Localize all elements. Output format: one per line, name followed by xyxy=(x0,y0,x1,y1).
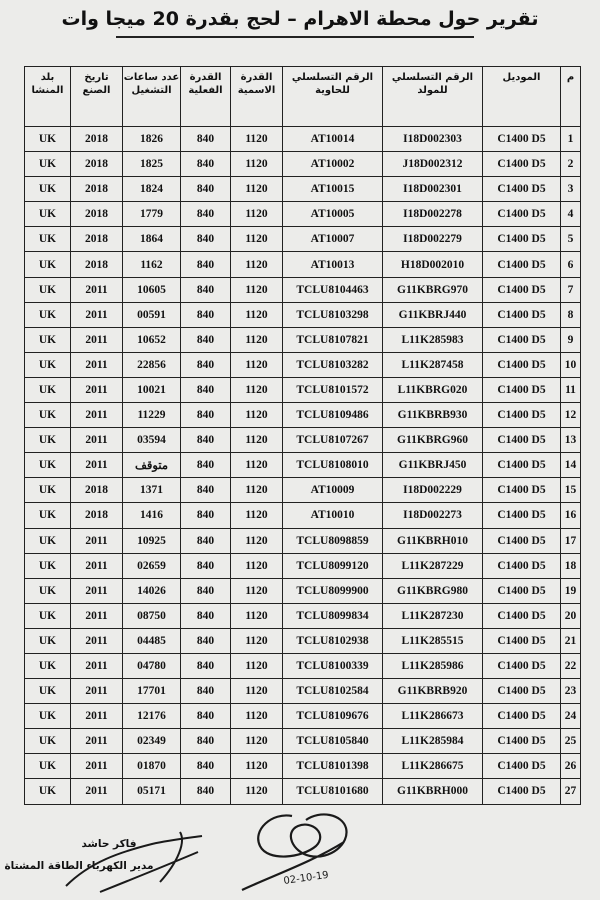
cell-operating-hours: 1826 xyxy=(123,127,181,152)
cell-container-serial: TCLU8105840 xyxy=(283,729,383,754)
cell-manufacture-year: 2011 xyxy=(71,377,123,402)
cell-model: C1400 D5 xyxy=(483,528,561,553)
cell-model: C1400 D5 xyxy=(483,352,561,377)
cell-operating-hours: 14026 xyxy=(123,578,181,603)
cell-container-serial: AT10015 xyxy=(283,177,383,202)
cell-country-of-origin: UK xyxy=(25,127,71,152)
table-row xyxy=(25,202,581,227)
header-number: م xyxy=(561,67,581,127)
cell-operating-hours: 10021 xyxy=(123,377,181,402)
cell-country-of-origin: UK xyxy=(25,352,71,377)
header-nominal-capacity: القدرة الاسمية xyxy=(231,67,283,127)
cell-model: C1400 D5 xyxy=(483,252,561,277)
table-row xyxy=(25,127,581,152)
cell-container-serial: AT10014 xyxy=(283,127,383,152)
table-row xyxy=(25,628,581,653)
table-row xyxy=(25,553,581,578)
table-row xyxy=(25,327,581,352)
cell-generator-serial: G11KBRB930 xyxy=(383,403,483,428)
cell-generator-serial: J18D002312 xyxy=(383,152,483,177)
cell-country-of-origin: UK xyxy=(25,679,71,704)
cell-number: 23 xyxy=(561,679,581,704)
cell-container-serial: TCLU8103282 xyxy=(283,352,383,377)
cell-country-of-origin: UK xyxy=(25,603,71,628)
cell-model: C1400 D5 xyxy=(483,478,561,503)
cell-generator-serial: I18D002229 xyxy=(383,478,483,503)
cell-country-of-origin: UK xyxy=(25,327,71,352)
cell-country-of-origin: UK xyxy=(25,754,71,779)
cell-generator-serial: I18D002301 xyxy=(383,177,483,202)
cell-number: 1 xyxy=(561,127,581,152)
cell-nominal-capacity: 1120 xyxy=(231,653,283,678)
cell-nominal-capacity: 1120 xyxy=(231,177,283,202)
cell-country-of-origin: UK xyxy=(25,377,71,402)
cell-operating-hours: 22856 xyxy=(123,352,181,377)
cell-manufacture-year: 2011 xyxy=(71,403,123,428)
cell-operating-hours: 00591 xyxy=(123,302,181,327)
cell-manufacture-year: 2018 xyxy=(71,478,123,503)
cell-manufacture-year: 2011 xyxy=(71,754,123,779)
cell-generator-serial: L11K285984 xyxy=(383,729,483,754)
cell-actual-capacity: 840 xyxy=(181,377,231,402)
cell-operating-hours: 04780 xyxy=(123,653,181,678)
cell-model: C1400 D5 xyxy=(483,453,561,478)
table-row xyxy=(25,428,581,453)
cell-number: 16 xyxy=(561,503,581,528)
signature-right xyxy=(232,806,362,900)
cell-container-serial: TCLU8102584 xyxy=(283,679,383,704)
cell-operating-hours: 11229 xyxy=(123,403,181,428)
table-body xyxy=(25,127,581,805)
cell-model: C1400 D5 xyxy=(483,177,561,202)
cell-container-serial: TCLU8098859 xyxy=(283,528,383,553)
cell-country-of-origin: UK xyxy=(25,403,71,428)
table-row xyxy=(25,704,581,729)
cell-model: C1400 D5 xyxy=(483,202,561,227)
cell-actual-capacity: 840 xyxy=(181,704,231,729)
cell-country-of-origin: UK xyxy=(25,779,71,804)
cell-number: 15 xyxy=(561,478,581,503)
cell-operating-hours: 1824 xyxy=(123,177,181,202)
cell-generator-serial: G11KBRH000 xyxy=(383,779,483,804)
cell-generator-serial: L11K286673 xyxy=(383,704,483,729)
cell-nominal-capacity: 1120 xyxy=(231,428,283,453)
table-row xyxy=(25,528,581,553)
cell-manufacture-year: 2018 xyxy=(71,503,123,528)
cell-container-serial: TCLU8107821 xyxy=(283,327,383,352)
cell-number: 10 xyxy=(561,352,581,377)
cell-manufacture-year: 2018 xyxy=(71,127,123,152)
table-header-row xyxy=(25,67,581,127)
cell-nominal-capacity: 1120 xyxy=(231,754,283,779)
cell-model: C1400 D5 xyxy=(483,377,561,402)
cell-generator-serial: L11K285986 xyxy=(383,653,483,678)
cell-manufacture-year: 2011 xyxy=(71,704,123,729)
cell-country-of-origin: UK xyxy=(25,202,71,227)
table-row xyxy=(25,152,581,177)
table-row xyxy=(25,177,581,202)
table-row xyxy=(25,227,581,252)
cell-operating-hours: 08750 xyxy=(123,603,181,628)
cell-container-serial: TCLU8100339 xyxy=(283,653,383,678)
signature-left xyxy=(60,822,220,900)
cell-actual-capacity: 840 xyxy=(181,127,231,152)
cell-actual-capacity: 840 xyxy=(181,679,231,704)
cell-model: C1400 D5 xyxy=(483,403,561,428)
cell-number: 13 xyxy=(561,428,581,453)
cell-model: C1400 D5 xyxy=(483,227,561,252)
table-row xyxy=(25,302,581,327)
cell-nominal-capacity: 1120 xyxy=(231,553,283,578)
cell-generator-serial: G11KBRG970 xyxy=(383,277,483,302)
cell-model: C1400 D5 xyxy=(483,578,561,603)
table-row xyxy=(25,603,581,628)
cell-nominal-capacity: 1120 xyxy=(231,779,283,804)
cell-model: C1400 D5 xyxy=(483,428,561,453)
cell-actual-capacity: 840 xyxy=(181,779,231,804)
cell-country-of-origin: UK xyxy=(25,227,71,252)
cell-operating-hours: 1162 xyxy=(123,252,181,277)
cell-container-serial: TCLU8101398 xyxy=(283,754,383,779)
table-row xyxy=(25,578,581,603)
cell-model: C1400 D5 xyxy=(483,277,561,302)
cell-manufacture-year: 2011 xyxy=(71,453,123,478)
table-row xyxy=(25,478,581,503)
cell-container-serial: TCLU8099834 xyxy=(283,603,383,628)
cell-manufacture-year: 2011 xyxy=(71,428,123,453)
cell-number: 11 xyxy=(561,377,581,402)
cell-nominal-capacity: 1120 xyxy=(231,704,283,729)
cell-number: 4 xyxy=(561,202,581,227)
header-operating-hours: عدد ساعات التشغيل xyxy=(123,67,181,127)
cell-manufacture-year: 2011 xyxy=(71,779,123,804)
cell-country-of-origin: UK xyxy=(25,503,71,528)
cell-number: 17 xyxy=(561,528,581,553)
cell-generator-serial: G11KBRG960 xyxy=(383,428,483,453)
cell-model: C1400 D5 xyxy=(483,779,561,804)
header-manufacture-year: تاريخ الصنع xyxy=(71,67,123,127)
table-row xyxy=(25,277,581,302)
table-row xyxy=(25,453,581,478)
cell-generator-serial: L11K285515 xyxy=(383,628,483,653)
cell-model: C1400 D5 xyxy=(483,628,561,653)
cell-manufacture-year: 2018 xyxy=(71,177,123,202)
cell-actual-capacity: 840 xyxy=(181,754,231,779)
cell-actual-capacity: 840 xyxy=(181,202,231,227)
cell-country-of-origin: UK xyxy=(25,252,71,277)
cell-generator-serial: I18D002303 xyxy=(383,127,483,152)
cell-generator-serial: L11KBRG020 xyxy=(383,377,483,402)
cell-number: 21 xyxy=(561,628,581,653)
cell-container-serial: AT10013 xyxy=(283,252,383,277)
cell-container-serial: TCLU8099900 xyxy=(283,578,383,603)
cell-actual-capacity: 840 xyxy=(181,578,231,603)
cell-country-of-origin: UK xyxy=(25,152,71,177)
cell-manufacture-year: 2011 xyxy=(71,327,123,352)
cell-country-of-origin: UK xyxy=(25,553,71,578)
cell-nominal-capacity: 1120 xyxy=(231,252,283,277)
cell-container-serial: AT10009 xyxy=(283,478,383,503)
cell-manufacture-year: 2011 xyxy=(71,302,123,327)
cell-nominal-capacity: 1120 xyxy=(231,503,283,528)
header-country-of-origin: بلد المنشا xyxy=(25,67,71,127)
cell-actual-capacity: 840 xyxy=(181,628,231,653)
cell-container-serial: TCLU8109486 xyxy=(283,403,383,428)
cell-operating-hours: 01870 xyxy=(123,754,181,779)
cell-model: C1400 D5 xyxy=(483,553,561,578)
table-row xyxy=(25,754,581,779)
cell-manufacture-year: 2011 xyxy=(71,653,123,678)
cell-country-of-origin: UK xyxy=(25,428,71,453)
cell-generator-serial: L11K287458 xyxy=(383,352,483,377)
cell-operating-hours: 12176 xyxy=(123,704,181,729)
cell-nominal-capacity: 1120 xyxy=(231,327,283,352)
cell-actual-capacity: 840 xyxy=(181,478,231,503)
cell-model: C1400 D5 xyxy=(483,754,561,779)
cell-actual-capacity: 840 xyxy=(181,252,231,277)
cell-actual-capacity: 840 xyxy=(181,403,231,428)
cell-number: 8 xyxy=(561,302,581,327)
cell-generator-serial: L11K287230 xyxy=(383,603,483,628)
cell-generator-serial: I18D002279 xyxy=(383,227,483,252)
cell-number: 24 xyxy=(561,704,581,729)
cell-operating-hours: 04485 xyxy=(123,628,181,653)
cell-number: 3 xyxy=(561,177,581,202)
cell-nominal-capacity: 1120 xyxy=(231,377,283,402)
cell-nominal-capacity: 1120 xyxy=(231,277,283,302)
cell-nominal-capacity: 1120 xyxy=(231,127,283,152)
cell-generator-serial: L11K287229 xyxy=(383,553,483,578)
header-model: الموديل xyxy=(483,67,561,127)
cell-container-serial: AT10002 xyxy=(283,152,383,177)
cell-manufacture-year: 2018 xyxy=(71,227,123,252)
cell-nominal-capacity: 1120 xyxy=(231,403,283,428)
header-generator-serial: الرقم التسلسلي للمولد xyxy=(383,67,483,127)
cell-generator-serial: G11KBRH010 xyxy=(383,528,483,553)
cell-generator-serial: G11KBRB920 xyxy=(383,679,483,704)
cell-operating-hours: 1825 xyxy=(123,152,181,177)
cell-country-of-origin: UK xyxy=(25,729,71,754)
cell-actual-capacity: 840 xyxy=(181,227,231,252)
cell-country-of-origin: UK xyxy=(25,704,71,729)
cell-actual-capacity: 840 xyxy=(181,528,231,553)
cell-operating-hours: 10925 xyxy=(123,528,181,553)
cell-country-of-origin: UK xyxy=(25,277,71,302)
cell-operating-hours: 1371 xyxy=(123,478,181,503)
cell-operating-hours: 02659 xyxy=(123,553,181,578)
cell-generator-serial: G11KBRJ450 xyxy=(383,453,483,478)
cell-nominal-capacity: 1120 xyxy=(231,352,283,377)
cell-model: C1400 D5 xyxy=(483,729,561,754)
cell-nominal-capacity: 1120 xyxy=(231,528,283,553)
table-row xyxy=(25,653,581,678)
cell-nominal-capacity: 1120 xyxy=(231,227,283,252)
cell-country-of-origin: UK xyxy=(25,177,71,202)
cell-nominal-capacity: 1120 xyxy=(231,453,283,478)
cell-manufacture-year: 2011 xyxy=(71,578,123,603)
cell-manufacture-year: 2018 xyxy=(71,202,123,227)
cell-actual-capacity: 840 xyxy=(181,453,231,478)
cell-container-serial: AT10005 xyxy=(283,202,383,227)
cell-generator-serial: L11K286675 xyxy=(383,754,483,779)
cell-manufacture-year: 2018 xyxy=(71,252,123,277)
cell-nominal-capacity: 1120 xyxy=(231,729,283,754)
cell-country-of-origin: UK xyxy=(25,478,71,503)
table-row xyxy=(25,729,581,754)
cell-container-serial: TCLU8102938 xyxy=(283,628,383,653)
cell-manufacture-year: 2011 xyxy=(71,277,123,302)
cell-model: C1400 D5 xyxy=(483,327,561,352)
title-underline xyxy=(116,36,474,38)
cell-nominal-capacity: 1120 xyxy=(231,578,283,603)
cell-container-serial: TCLU8107267 xyxy=(283,428,383,453)
cell-model: C1400 D5 xyxy=(483,152,561,177)
cell-container-serial: TCLU8103298 xyxy=(283,302,383,327)
cell-generator-serial: I18D002278 xyxy=(383,202,483,227)
cell-operating-hours: 17701 xyxy=(123,679,181,704)
cell-container-serial: TCLU8101680 xyxy=(283,779,383,804)
cell-operating-hours: متوقف xyxy=(123,453,181,478)
cell-nominal-capacity: 1120 xyxy=(231,679,283,704)
cell-generator-serial: G11KBRG980 xyxy=(383,578,483,603)
cell-operating-hours: 1779 xyxy=(123,202,181,227)
cell-number: 9 xyxy=(561,327,581,352)
cell-container-serial: AT10010 xyxy=(283,503,383,528)
report-title: تقرير حول محطة الاهرام – لحج بقدرة 20 ميجا وات xyxy=(61,8,539,30)
cell-actual-capacity: 840 xyxy=(181,352,231,377)
cell-container-serial: TCLU8104463 xyxy=(283,277,383,302)
cell-number: 2 xyxy=(561,152,581,177)
cell-actual-capacity: 840 xyxy=(181,177,231,202)
cell-manufacture-year: 2011 xyxy=(71,679,123,704)
cell-number: 19 xyxy=(561,578,581,603)
manager-name: فاكر حاشد xyxy=(81,838,137,850)
cell-model: C1400 D5 xyxy=(483,302,561,327)
cell-number: 14 xyxy=(561,453,581,478)
cell-model: C1400 D5 xyxy=(483,679,561,704)
table-row xyxy=(25,252,581,277)
cell-operating-hours: 03594 xyxy=(123,428,181,453)
cell-actual-capacity: 840 xyxy=(181,302,231,327)
cell-container-serial: TCLU8108010 xyxy=(283,453,383,478)
cell-manufacture-year: 2011 xyxy=(71,352,123,377)
cell-nominal-capacity: 1120 xyxy=(231,152,283,177)
cell-country-of-origin: UK xyxy=(25,628,71,653)
cell-operating-hours: 02349 xyxy=(123,729,181,754)
cell-operating-hours: 1416 xyxy=(123,503,181,528)
cell-number: 12 xyxy=(561,403,581,428)
cell-manufacture-year: 2011 xyxy=(71,553,123,578)
cell-actual-capacity: 840 xyxy=(181,327,231,352)
cell-model: C1400 D5 xyxy=(483,653,561,678)
cell-number: 20 xyxy=(561,603,581,628)
cell-actual-capacity: 840 xyxy=(181,603,231,628)
cell-actual-capacity: 840 xyxy=(181,503,231,528)
table-row xyxy=(25,403,581,428)
cell-operating-hours: 10652 xyxy=(123,327,181,352)
cell-model: C1400 D5 xyxy=(483,503,561,528)
cell-nominal-capacity: 1120 xyxy=(231,628,283,653)
cell-actual-capacity: 840 xyxy=(181,428,231,453)
cell-manufacture-year: 2018 xyxy=(71,152,123,177)
cell-actual-capacity: 840 xyxy=(181,729,231,754)
cell-nominal-capacity: 1120 xyxy=(231,302,283,327)
cell-model: C1400 D5 xyxy=(483,127,561,152)
cell-actual-capacity: 840 xyxy=(181,653,231,678)
cell-generator-serial: I18D002273 xyxy=(383,503,483,528)
cell-nominal-capacity: 1120 xyxy=(231,202,283,227)
cell-generator-serial: G11KBRJ440 xyxy=(383,302,483,327)
cell-generator-serial: L11K285983 xyxy=(383,327,483,352)
cell-country-of-origin: UK xyxy=(25,653,71,678)
cell-actual-capacity: 840 xyxy=(181,553,231,578)
cell-container-serial: TCLU8099120 xyxy=(283,553,383,578)
cell-number: 18 xyxy=(561,553,581,578)
cell-container-serial: TCLU8109676 xyxy=(283,704,383,729)
cell-operating-hours: 1864 xyxy=(123,227,181,252)
table-row xyxy=(25,503,581,528)
cell-container-serial: AT10007 xyxy=(283,227,383,252)
cell-country-of-origin: UK xyxy=(25,302,71,327)
cell-number: 7 xyxy=(561,277,581,302)
cell-number: 26 xyxy=(561,754,581,779)
cell-number: 25 xyxy=(561,729,581,754)
table-row xyxy=(25,779,581,804)
table-row xyxy=(25,352,581,377)
cell-model: C1400 D5 xyxy=(483,603,561,628)
cell-manufacture-year: 2011 xyxy=(71,603,123,628)
signature-date: 02-10-19 xyxy=(282,869,330,887)
cell-manufacture-year: 2011 xyxy=(71,528,123,553)
cell-number: 27 xyxy=(561,779,581,804)
generators-table xyxy=(24,66,581,805)
table-row xyxy=(25,679,581,704)
cell-manufacture-year: 2011 xyxy=(71,628,123,653)
cell-country-of-origin: UK xyxy=(25,528,71,553)
cell-actual-capacity: 840 xyxy=(181,152,231,177)
cell-nominal-capacity: 1120 xyxy=(231,478,283,503)
cell-number: 5 xyxy=(561,227,581,252)
cell-manufacture-year: 2011 xyxy=(71,729,123,754)
header-actual-capacity: القدرة الفعلية xyxy=(181,67,231,127)
cell-container-serial: TCLU8101572 xyxy=(283,377,383,402)
cell-actual-capacity: 840 xyxy=(181,277,231,302)
cell-nominal-capacity: 1120 xyxy=(231,603,283,628)
cell-generator-serial: H18D002010 xyxy=(383,252,483,277)
cell-country-of-origin: UK xyxy=(25,578,71,603)
cell-number: 6 xyxy=(561,252,581,277)
table-row xyxy=(25,377,581,402)
header-container-serial: الرقم التسلسلي للحاوية xyxy=(283,67,383,127)
cell-operating-hours: 10605 xyxy=(123,277,181,302)
cell-number: 22 xyxy=(561,653,581,678)
cell-operating-hours: 05171 xyxy=(123,779,181,804)
manager-title: مدير الكهرباء الطاقة المشتاة xyxy=(4,860,154,872)
cell-model: C1400 D5 xyxy=(483,704,561,729)
cell-country-of-origin: UK xyxy=(25,453,71,478)
